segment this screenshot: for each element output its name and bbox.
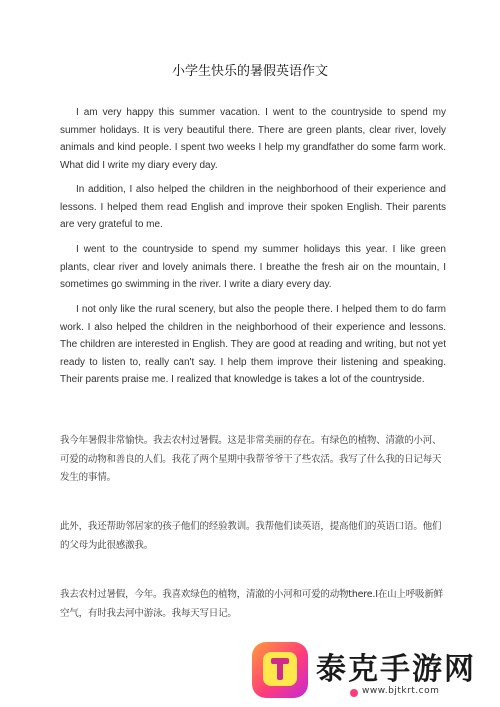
english-paragraph: I am very happy this summer vacation. I went to the countryside to spend my summer holidays. It is very beautiful there. There are green plants, clear river, lovely animals and kind people. I spent two weeks I help my grandfather do some farm work. What did I write my diary every day. bbox=[60, 107, 446, 171]
english-paragraph: I not only like the rural scenery, but also the people there. I helped them to do farm work. I also helped the children in the neighborhood of their experience and lessons. The children are interested in English. They are good at reading and writing, but not yet ready to listen to, really can't say. I help them improve their listening and speaking. Their parents praise me. I realized that knowledge is takes a lot of the countryside. bbox=[60, 304, 446, 385]
site-logo-icon bbox=[252, 642, 308, 698]
english-paragraph: In addition, I also helped the children in the neighborhood of their experience and lessons. I helped them read English and improve their spoken English. Their parents are very grateful to me. bbox=[60, 184, 446, 230]
watermark-url: www.bjtkrt.com bbox=[362, 686, 440, 696]
chinese-paragraph: 我去农村过暑假，今年。我喜欢绿色的植物，清澈的小河和可爱的动物there.I在山上呼吸新鲜空气，有时我去河中游泳。我每天写日记。 bbox=[60, 589, 443, 619]
watermark-site-name: 泰克手游网 bbox=[316, 652, 476, 687]
dot-icon bbox=[350, 689, 358, 697]
chinese-paragraph: 我今年暑假非常愉快。我去农村过暑假。这是非常美丽的存在。有绿色的植物、清澈的小河、可爱的动物和善良的人们。我花了两个星期中我帮爷爷干了些农活。我写了什么我的日记每天发生的事情。 bbox=[60, 435, 442, 483]
english-paragraph: I went to the countryside to spend my summer holidays this year. I like green plants, clear river and lovely animals there. I breathe the fresh air on the mountain, I sometimes go swimming in the river. I write a diary every day. bbox=[60, 244, 446, 290]
chinese-paragraph: 此外，我还帮助邻居家的孩子他们的经验教训。我帮他们读英语，提高他们的英语口语。他们的父母为此很感激我。 bbox=[60, 521, 442, 551]
site-watermark bbox=[252, 640, 496, 704]
page-title: 小学生快乐的暑假英语作文 bbox=[171, 64, 328, 79]
